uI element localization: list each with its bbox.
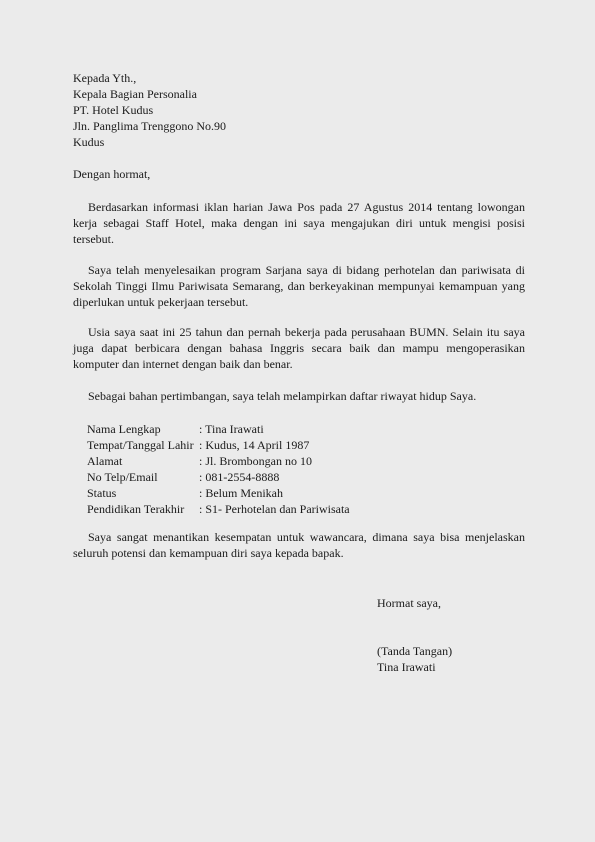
detail-value: : Belum Menikah — [199, 486, 283, 501]
detail-label: Nama Lengkap — [87, 422, 161, 436]
detail-value: : S1- Perhotelan dan Pariwisata — [199, 502, 350, 517]
detail-row — [87, 453, 350, 469]
greeting: Dengan hormat, — [73, 167, 151, 181]
detail-row — [87, 501, 350, 517]
detail-value: : Tina Irawati — [199, 422, 264, 436]
recipient-title: Kepala Bagian Personalia — [73, 87, 197, 101]
recipient-company: PT. Hotel Kudus — [73, 103, 154, 117]
applicant-details — [87, 421, 350, 518]
recipient-city: Kudus — [73, 135, 105, 149]
detail-row — [87, 421, 350, 437]
detail-label: Alamat — [87, 454, 123, 469]
paragraph-5: Saya sangat menantikan kesempatan untuk wawancara, dimana saya bisa menjelaskan seluruh potensi dan kemampuan diri saya kepada bapak. — [73, 530, 525, 561]
paragraph-1: Berdasarkan informasi iklan harian Jawa Pos pada 27 Agustus 2014 tentang lowongan kerja sebagai Staff Hotel, maka dengan ini saya mengajukan diri untuk mengisi posisi tersebut. — [73, 200, 525, 247]
detail-label: Pendidikan Terakhir — [87, 502, 185, 517]
detail-label: Status — [87, 486, 117, 501]
signature-placeholder: (Tanda Tangan) — [377, 644, 453, 658]
detail-label: No Telp/Email — [87, 470, 158, 485]
recipient-address: Jln. Panglima Trenggono No.90 — [73, 119, 227, 133]
detail-row — [87, 437, 350, 453]
closing-salutation: Hormat saya, — [377, 596, 441, 610]
detail-row — [87, 485, 350, 501]
detail-row — [87, 469, 350, 485]
detail-label: Tempat/Tanggal Lahir — [87, 438, 194, 453]
paragraph-3: Usia saya saat ini 25 tahun dan pernah bekerja pada perusahaan BUMN. Selain itu saya juga dapat berbicara dengan bahasa Inggris secara baik dan mampu mengoperasikan komputer dan internet dengan baik dan benar. — [73, 325, 525, 372]
detail-value: : Kudus, 14 April 1987 — [199, 438, 310, 453]
paragraph-2: Saya telah menyelesaikan program Sarjana saya di bidang perhotelan dan pariwisata di Sekolah Tinggi Ilmu Pariwisata Semarang, dan berkeyakinan mempunyai kemampuan yang diperlukan untuk pekerjaan tersebut. — [73, 263, 525, 310]
detail-value: : Jl. Brombongan no 10 — [199, 454, 312, 469]
paragraph-4: Sebagai bahan pertimbangan, saya telah melampirkan daftar riwayat hidup Saya. — [88, 389, 477, 403]
recipient-salutation: Kepada Yth., — [73, 71, 137, 85]
signer-name: Tina Irawati — [377, 660, 436, 674]
detail-value: : 081-2554-8888 — [199, 470, 280, 485]
